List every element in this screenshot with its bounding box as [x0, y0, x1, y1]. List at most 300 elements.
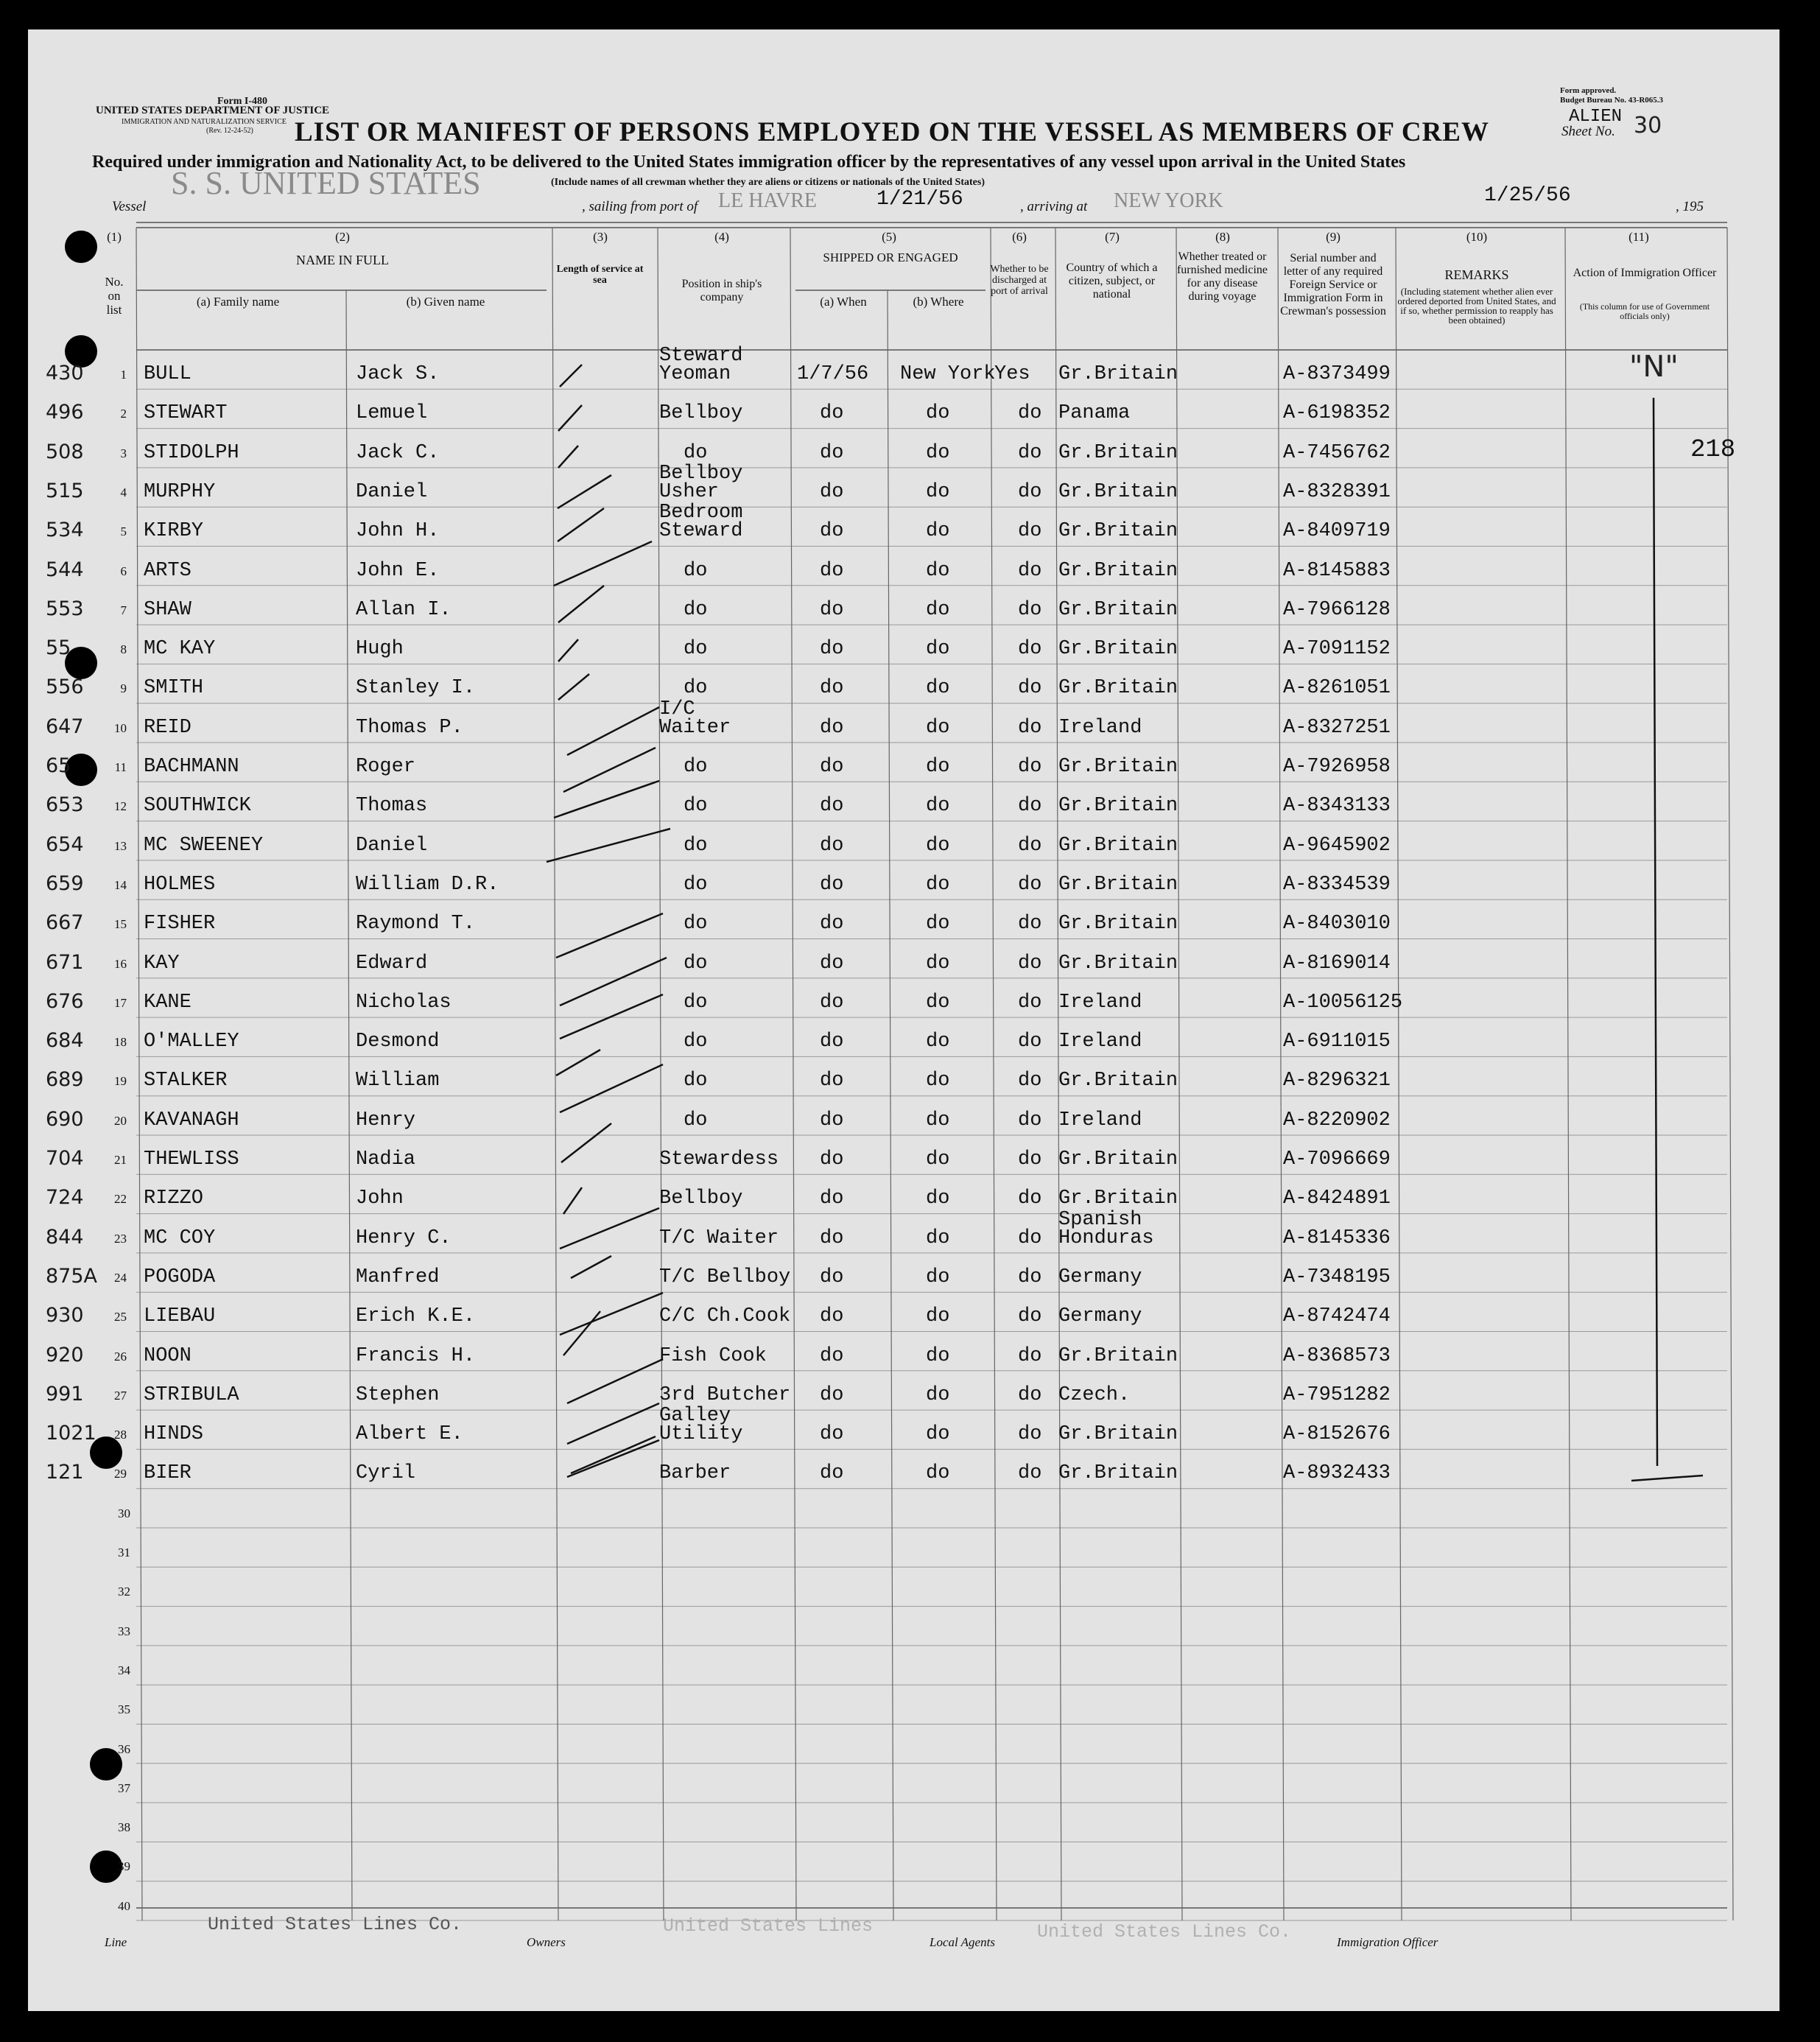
footer-officer-label: Immigration Officer — [1337, 1935, 1438, 1949]
given-name: Cyril — [356, 1462, 416, 1485]
country: Gr.Britain — [1058, 677, 1178, 700]
serial-number: A-8409719 — [1283, 520, 1391, 543]
handwritten-ref-number: 930 — [46, 1304, 84, 1327]
service: IMMIGRATION AND NATURALIZATION SERVICE — [122, 118, 287, 126]
family-name: BACHMANN — [144, 756, 239, 778]
discharged: do — [1018, 795, 1042, 818]
row-number: 20 — [114, 1113, 127, 1128]
family-name: LIEBAU — [144, 1305, 216, 1328]
shipped-where: do — [926, 1070, 950, 1092]
position: do — [684, 834, 708, 857]
shipped-when: do — [820, 1227, 844, 1249]
family-name: KANE — [144, 991, 192, 1014]
discharged: do — [1018, 1148, 1042, 1171]
given-name: William — [356, 1070, 440, 1092]
row-number: 5 — [120, 524, 127, 539]
header-no-on-list: No. on list — [105, 275, 124, 317]
row-number: 31 — [118, 1545, 130, 1559]
position: Bellboy — [659, 402, 743, 425]
col-num: (2) — [335, 230, 350, 244]
given-name: Jack C. — [356, 441, 440, 464]
discharged: do — [1018, 1109, 1042, 1131]
country: Germany — [1058, 1305, 1142, 1328]
discharged: do — [1018, 1383, 1042, 1406]
family-name: REID — [144, 716, 192, 739]
serial-number: A-8261051 — [1283, 677, 1391, 700]
family-name: FISHER — [144, 913, 216, 936]
footer-line-label: Line — [105, 1935, 127, 1949]
shipped-when: do — [820, 638, 844, 661]
discharged: do — [1018, 716, 1042, 739]
position: Bellboy — [659, 1187, 743, 1210]
position: do — [684, 1031, 708, 1053]
handwritten-ref-number: 534 — [46, 519, 84, 542]
shipped-when: do — [820, 1109, 844, 1131]
shipped-when: do — [820, 441, 844, 464]
header-when: (a) When — [820, 295, 867, 309]
family-name: STALKER — [144, 1070, 228, 1092]
shipped-where: do — [926, 795, 950, 818]
shipped-when: do — [820, 873, 844, 896]
given-name: John — [356, 1187, 404, 1210]
country: Gr.Britain — [1058, 795, 1178, 818]
arrival-date: 1/25/56 — [1484, 184, 1571, 207]
vessel-label: Vessel — [112, 199, 147, 214]
row-number: 10 — [114, 720, 127, 735]
revision: (Rev. 12-24-52) — [206, 127, 253, 135]
handwritten-ref-number: 65 — [46, 754, 71, 777]
given-name: Roger — [356, 756, 416, 778]
action-count: 218 — [1690, 436, 1736, 464]
footer-line-value: United States Lines Co. — [208, 1914, 463, 1935]
family-name: MC SWEENEY — [144, 834, 264, 857]
discharged: do — [1018, 677, 1042, 700]
row-number: 16 — [114, 956, 127, 971]
discharged: do — [1018, 1031, 1042, 1053]
shipped-where: do — [926, 1383, 950, 1406]
given-name: Hugh — [356, 638, 404, 661]
sailing-date: 1/21/56 — [876, 188, 963, 211]
position: do — [684, 638, 708, 661]
sheet-label: Sheet No. — [1561, 124, 1615, 139]
row-number: 3 — [120, 446, 127, 460]
shipped-where: do — [926, 913, 950, 936]
form-approved: Form approved. — [1560, 86, 1617, 95]
family-name: STEWART — [144, 402, 228, 425]
row-number: 9 — [120, 681, 127, 696]
budget-bureau: Budget Bureau No. 43-R065.3 — [1560, 96, 1664, 105]
serial-number: A-8334539 — [1283, 873, 1391, 896]
row-number: 13 — [114, 838, 127, 853]
row-number: 38 — [118, 1820, 130, 1835]
header-serial: Serial number and letter of any required Foreign Service or Immigration Form in Crewman's possession — [1280, 252, 1386, 317]
handwritten-ref-number: 55 — [46, 636, 71, 660]
shipped-when: do — [820, 520, 844, 543]
family-name: ARTS — [144, 559, 192, 582]
include-note: (Include names of all crewman whether they are aliens or citizens or nationals of the United States) — [551, 177, 985, 188]
serial-number: A-7926958 — [1283, 756, 1391, 778]
country: Gr.Britain — [1058, 598, 1178, 621]
given-name: Jack S. — [356, 363, 440, 385]
discharged: do — [1018, 1266, 1042, 1288]
position: Stewardess — [659, 1148, 779, 1171]
handwritten-ref-number: 647 — [46, 715, 84, 738]
position: do — [684, 677, 708, 700]
subtitle: Required under immigration and Nationality Act, to be delivered to the United States immigration officer by the representatives of any vessel upon arrival in the United States — [92, 152, 1406, 172]
form-number: Form I-480 — [217, 96, 268, 107]
col-num: (8) — [1215, 230, 1230, 244]
serial-number: A-7096669 — [1283, 1148, 1391, 1171]
family-name: BIER — [144, 1462, 192, 1485]
family-name: SOUTHWICK — [144, 795, 251, 818]
row-number: 33 — [118, 1624, 130, 1638]
family-name: KAY — [144, 952, 180, 975]
handwritten-ref-number: 690 — [46, 1107, 84, 1131]
shipped-when: do — [820, 1187, 844, 1210]
row-number: 39 — [118, 1859, 130, 1874]
given-name: William D.R. — [356, 873, 499, 896]
header-country: Country of which a citizen, subject, or national — [1066, 262, 1158, 301]
position: do — [684, 913, 708, 936]
serial-number: A-8145336 — [1283, 1227, 1391, 1249]
shipped-when: do — [820, 1070, 844, 1092]
given-name: Henry C. — [356, 1227, 452, 1249]
serial-number: A-8220902 — [1283, 1109, 1391, 1131]
row-number: 4 — [120, 485, 127, 499]
handwritten-ref-number: 553 — [46, 597, 84, 620]
shipped-when: do — [820, 1462, 844, 1485]
shipped-where: do — [926, 1462, 950, 1485]
discharged: do — [1018, 952, 1042, 975]
family-name: HINDS — [144, 1423, 204, 1446]
position: do — [684, 756, 708, 778]
row-number: 28 — [114, 1428, 127, 1442]
col-num: (3) — [593, 230, 608, 244]
discharged: do — [1018, 756, 1042, 778]
handwritten-ref-number: 653 — [46, 793, 84, 817]
shipped-where: do — [926, 1266, 950, 1288]
position: 3rd Butcher — [659, 1383, 791, 1406]
position: do — [684, 559, 708, 582]
shipped-where: do — [926, 873, 950, 896]
serial-number: A-7091152 — [1283, 638, 1391, 661]
country: Germany — [1058, 1266, 1142, 1288]
row-number: 23 — [114, 1231, 127, 1246]
country: Czech. — [1058, 1383, 1131, 1406]
header-position: Position in ship's company — [681, 278, 762, 304]
header-treated: Whether treated or furnished medicine for any disease during voyage — [1176, 250, 1268, 303]
country: Gr.Britain — [1058, 520, 1178, 543]
handwritten-ref-number: 654 — [46, 832, 84, 856]
binder-hole — [65, 231, 97, 263]
shipped-where: do — [926, 1227, 950, 1249]
shipped-when: do — [820, 1344, 844, 1367]
discharged: do — [1018, 1344, 1042, 1367]
sailing-label: , sailing from port of — [582, 199, 698, 214]
handwritten-ref-number: 515 — [46, 479, 84, 502]
given-name: Nicholas — [356, 991, 452, 1014]
row-number: 21 — [114, 1153, 127, 1167]
col-num: (7) — [1105, 230, 1120, 244]
country: Panama — [1058, 402, 1131, 425]
discharged: do — [1018, 913, 1042, 936]
country: Gr.Britain — [1058, 1070, 1178, 1092]
serial-number: A-8328391 — [1283, 480, 1391, 503]
country: Gr.Britain — [1058, 441, 1178, 464]
page-title: LIST OR MANIFEST OF PERSONS EMPLOYED ON THE VESSEL AS MEMBERS OF CREW — [295, 117, 1489, 147]
position: T/C Bellboy — [659, 1266, 791, 1288]
row-number: 27 — [114, 1388, 127, 1403]
shipped-when: do — [820, 952, 844, 975]
shipped-when: do — [820, 677, 844, 700]
row-number: 2 — [120, 407, 127, 421]
handwritten-ref-number: 684 — [46, 1029, 84, 1053]
shipped-where: do — [926, 441, 950, 464]
country: Spanish Honduras — [1058, 1208, 1154, 1249]
given-name: Stephen — [356, 1383, 440, 1406]
row-number: 12 — [114, 799, 127, 814]
serial-number: A-6198352 — [1283, 402, 1391, 425]
check-marks — [547, 365, 670, 1477]
action-mark: "N" — [1629, 350, 1679, 384]
header-shipped-or-engaged: SHIPPED OR ENGAGED — [823, 250, 958, 264]
arriving-port: NEW YORK — [1114, 189, 1223, 212]
handwritten-ref-number: 724 — [46, 1186, 84, 1210]
country: Ireland — [1058, 1109, 1142, 1131]
row-number: 32 — [118, 1585, 130, 1599]
row-number: 17 — [114, 995, 127, 1010]
shipped-where: do — [926, 1344, 950, 1367]
shipped-where: do — [926, 716, 950, 739]
position: C/C Ch.Cook — [659, 1305, 791, 1328]
serial-number: A-8403010 — [1283, 913, 1391, 936]
shipped-when: do — [820, 834, 844, 857]
shipped-where: do — [926, 756, 950, 778]
shipped-where: New York — [900, 363, 996, 385]
position: Steward Yeoman — [659, 345, 743, 385]
handwritten-ref-number: 659 — [46, 871, 84, 895]
row-number: 40 — [118, 1898, 130, 1913]
row-number: 1 — [120, 368, 127, 382]
discharged: do — [1018, 1227, 1042, 1249]
header-where: (b) Where — [913, 295, 964, 309]
discharged: Yes — [994, 363, 1030, 385]
row-number: 35 — [118, 1702, 130, 1717]
row-number: 14 — [114, 877, 127, 892]
shipped-where: do — [926, 638, 950, 661]
serial-number: A-7456762 — [1283, 441, 1391, 464]
row-number: 6 — [120, 564, 127, 578]
position: do — [684, 795, 708, 818]
country: Gr.Britain — [1058, 756, 1178, 778]
row-number: 34 — [118, 1663, 130, 1677]
row-number: 30 — [118, 1506, 130, 1520]
shipped-when: do — [820, 1031, 844, 1053]
year-suffix: , 195 — [1676, 199, 1704, 214]
handwritten-ref-number: 496 — [46, 401, 84, 424]
serial-number: A-8424891 — [1283, 1187, 1391, 1210]
discharged: do — [1018, 1462, 1042, 1485]
country: Gr.Britain — [1058, 873, 1178, 896]
given-name: Daniel — [356, 834, 428, 857]
position: Bellboy Usher — [659, 462, 743, 503]
row-number: 18 — [114, 1035, 127, 1050]
family-name: HOLMES — [144, 873, 216, 896]
family-name: KAVANAGH — [144, 1109, 239, 1131]
given-name: Albert E. — [356, 1423, 463, 1446]
serial-number: A-7951282 — [1283, 1383, 1391, 1406]
handwritten-ref-number: 430 — [46, 362, 84, 385]
discharged: do — [1018, 991, 1042, 1014]
handwritten-ref-number: 844 — [46, 1225, 84, 1249]
family-name: O'MALLEY — [144, 1031, 239, 1053]
handwritten-ref-number: 704 — [46, 1147, 84, 1170]
position: do — [684, 441, 708, 464]
given-name: John E. — [356, 559, 440, 582]
country: Gr.Britain — [1058, 363, 1178, 385]
country: Gr.Britain — [1058, 638, 1178, 661]
family-name: MC KAY — [144, 638, 216, 661]
family-name: STIDOLPH — [144, 441, 239, 464]
handwritten-ref-number: 508 — [46, 440, 84, 463]
shipped-where: do — [926, 1031, 950, 1053]
country: Gr.Britain — [1058, 480, 1178, 503]
country: Ireland — [1058, 716, 1142, 739]
col-num: (11) — [1628, 230, 1649, 244]
row-number: 7 — [120, 603, 127, 617]
given-name: Manfred — [356, 1266, 440, 1288]
handwritten-ref-number: 689 — [46, 1068, 84, 1092]
position: do — [684, 1070, 708, 1092]
handwritten-ref-number: 121 — [46, 1461, 84, 1484]
country: Gr.Britain — [1058, 913, 1178, 936]
shipped-when: do — [820, 402, 844, 425]
handwritten-ref-number: 671 — [46, 950, 84, 974]
row-number: 37 — [118, 1780, 130, 1795]
serial-number: A-7966128 — [1283, 598, 1391, 621]
country: Gr.Britain — [1058, 1187, 1178, 1210]
shipped-when: do — [820, 756, 844, 778]
serial-number: A-8327251 — [1283, 716, 1391, 739]
given-name: Francis H. — [356, 1344, 476, 1367]
country: Gr.Britain — [1058, 1344, 1178, 1367]
shipped-when: do — [820, 716, 844, 739]
row-number: 24 — [114, 1270, 127, 1285]
department: UNITED STATES DEPARTMENT OF JUSTICE — [96, 105, 330, 116]
discharged: do — [1018, 402, 1042, 425]
position: Bedroom Steward — [659, 502, 743, 543]
shipped-when: do — [820, 991, 844, 1014]
discharged: do — [1018, 1423, 1042, 1446]
col-num: (1) — [107, 230, 122, 244]
row-number: 25 — [114, 1310, 127, 1325]
serial-number: A-6911015 — [1283, 1031, 1391, 1053]
handwritten-ref-number: 667 — [46, 911, 84, 935]
position: do — [684, 952, 708, 975]
given-name: Thomas P. — [356, 716, 463, 739]
country: Gr.Britain — [1058, 1462, 1178, 1485]
header-name-in-full: NAME IN FULL — [296, 253, 389, 267]
footer-owners-value: United States Lines — [663, 1915, 874, 1937]
given-name: Edward — [356, 952, 428, 975]
col-num: (4) — [714, 230, 729, 244]
shipped-when: do — [820, 1266, 844, 1288]
shipped-when: do — [820, 480, 844, 503]
position: Barber — [659, 1462, 731, 1485]
serial-number: A-8932433 — [1283, 1462, 1391, 1485]
country: Ireland — [1058, 1031, 1142, 1053]
shipped-when: do — [820, 598, 844, 621]
position: Fish Cook — [659, 1344, 767, 1367]
footer-agents-label: Local Agents — [930, 1935, 995, 1949]
shipped-where: do — [926, 952, 950, 975]
given-name: John H. — [356, 520, 440, 543]
handwritten-ref-number: 676 — [46, 989, 84, 1013]
shipped-where: do — [926, 1148, 950, 1171]
serial-number: A-8742474 — [1283, 1305, 1391, 1328]
country: Gr.Britain — [1058, 1148, 1178, 1171]
given-name: Desmond — [356, 1031, 440, 1053]
position: I/C Waiter — [659, 698, 731, 739]
serial-number: A-10056125 — [1283, 991, 1403, 1014]
given-name: Lemuel — [356, 402, 428, 425]
row-number: 36 — [118, 1741, 130, 1756]
country: Gr.Britain — [1058, 834, 1178, 857]
position: Galley Utility — [659, 1405, 743, 1446]
row-number: 22 — [114, 1192, 127, 1207]
shipped-when: do — [820, 1305, 844, 1328]
discharged: do — [1018, 480, 1042, 503]
serial-number: A-8145883 — [1283, 559, 1391, 582]
family-name: MC COY — [144, 1227, 216, 1249]
family-name: STRIBULA — [144, 1383, 239, 1406]
position: do — [684, 1109, 708, 1131]
family-name: RIZZO — [144, 1187, 204, 1210]
family-name: POGODA — [144, 1266, 216, 1288]
serial-number: A-8343133 — [1283, 795, 1391, 818]
discharged: do — [1018, 598, 1042, 621]
row-number: 11 — [114, 760, 127, 774]
discharged: do — [1018, 1305, 1042, 1328]
given-name: Erich K.E. — [356, 1305, 476, 1328]
sheet-number: 30 — [1634, 113, 1662, 138]
col-num: (6) — [1012, 230, 1027, 244]
shipped-when: do — [820, 1383, 844, 1406]
header-action-note: (This column for use of Government officials only) — [1579, 301, 1710, 321]
shipped-where: do — [926, 1109, 950, 1131]
header-length-of-service: Length of service at sea — [556, 264, 644, 286]
shipped-where: do — [926, 598, 950, 621]
serial-number: A-9645902 — [1283, 834, 1391, 857]
discharged: do — [1018, 1187, 1042, 1210]
shipped-where: do — [926, 991, 950, 1014]
row-number: 15 — [114, 917, 127, 932]
given-name: Thomas — [356, 795, 428, 818]
discharged: do — [1018, 559, 1042, 582]
handwritten-ref-number: 875A — [46, 1264, 98, 1288]
given-name: Henry — [356, 1109, 416, 1131]
position: do — [684, 873, 708, 896]
family-name: BULL — [144, 363, 192, 385]
given-name: Nadia — [356, 1148, 416, 1171]
shipped-where: do — [926, 834, 950, 857]
serial-number: A-8169014 — [1283, 952, 1391, 975]
position: do — [684, 598, 708, 621]
discharged: do — [1018, 873, 1042, 896]
family-name: MURPHY — [144, 480, 216, 503]
family-name: KIRBY — [144, 520, 204, 543]
header-remarks: REMARKS — [1444, 267, 1509, 282]
